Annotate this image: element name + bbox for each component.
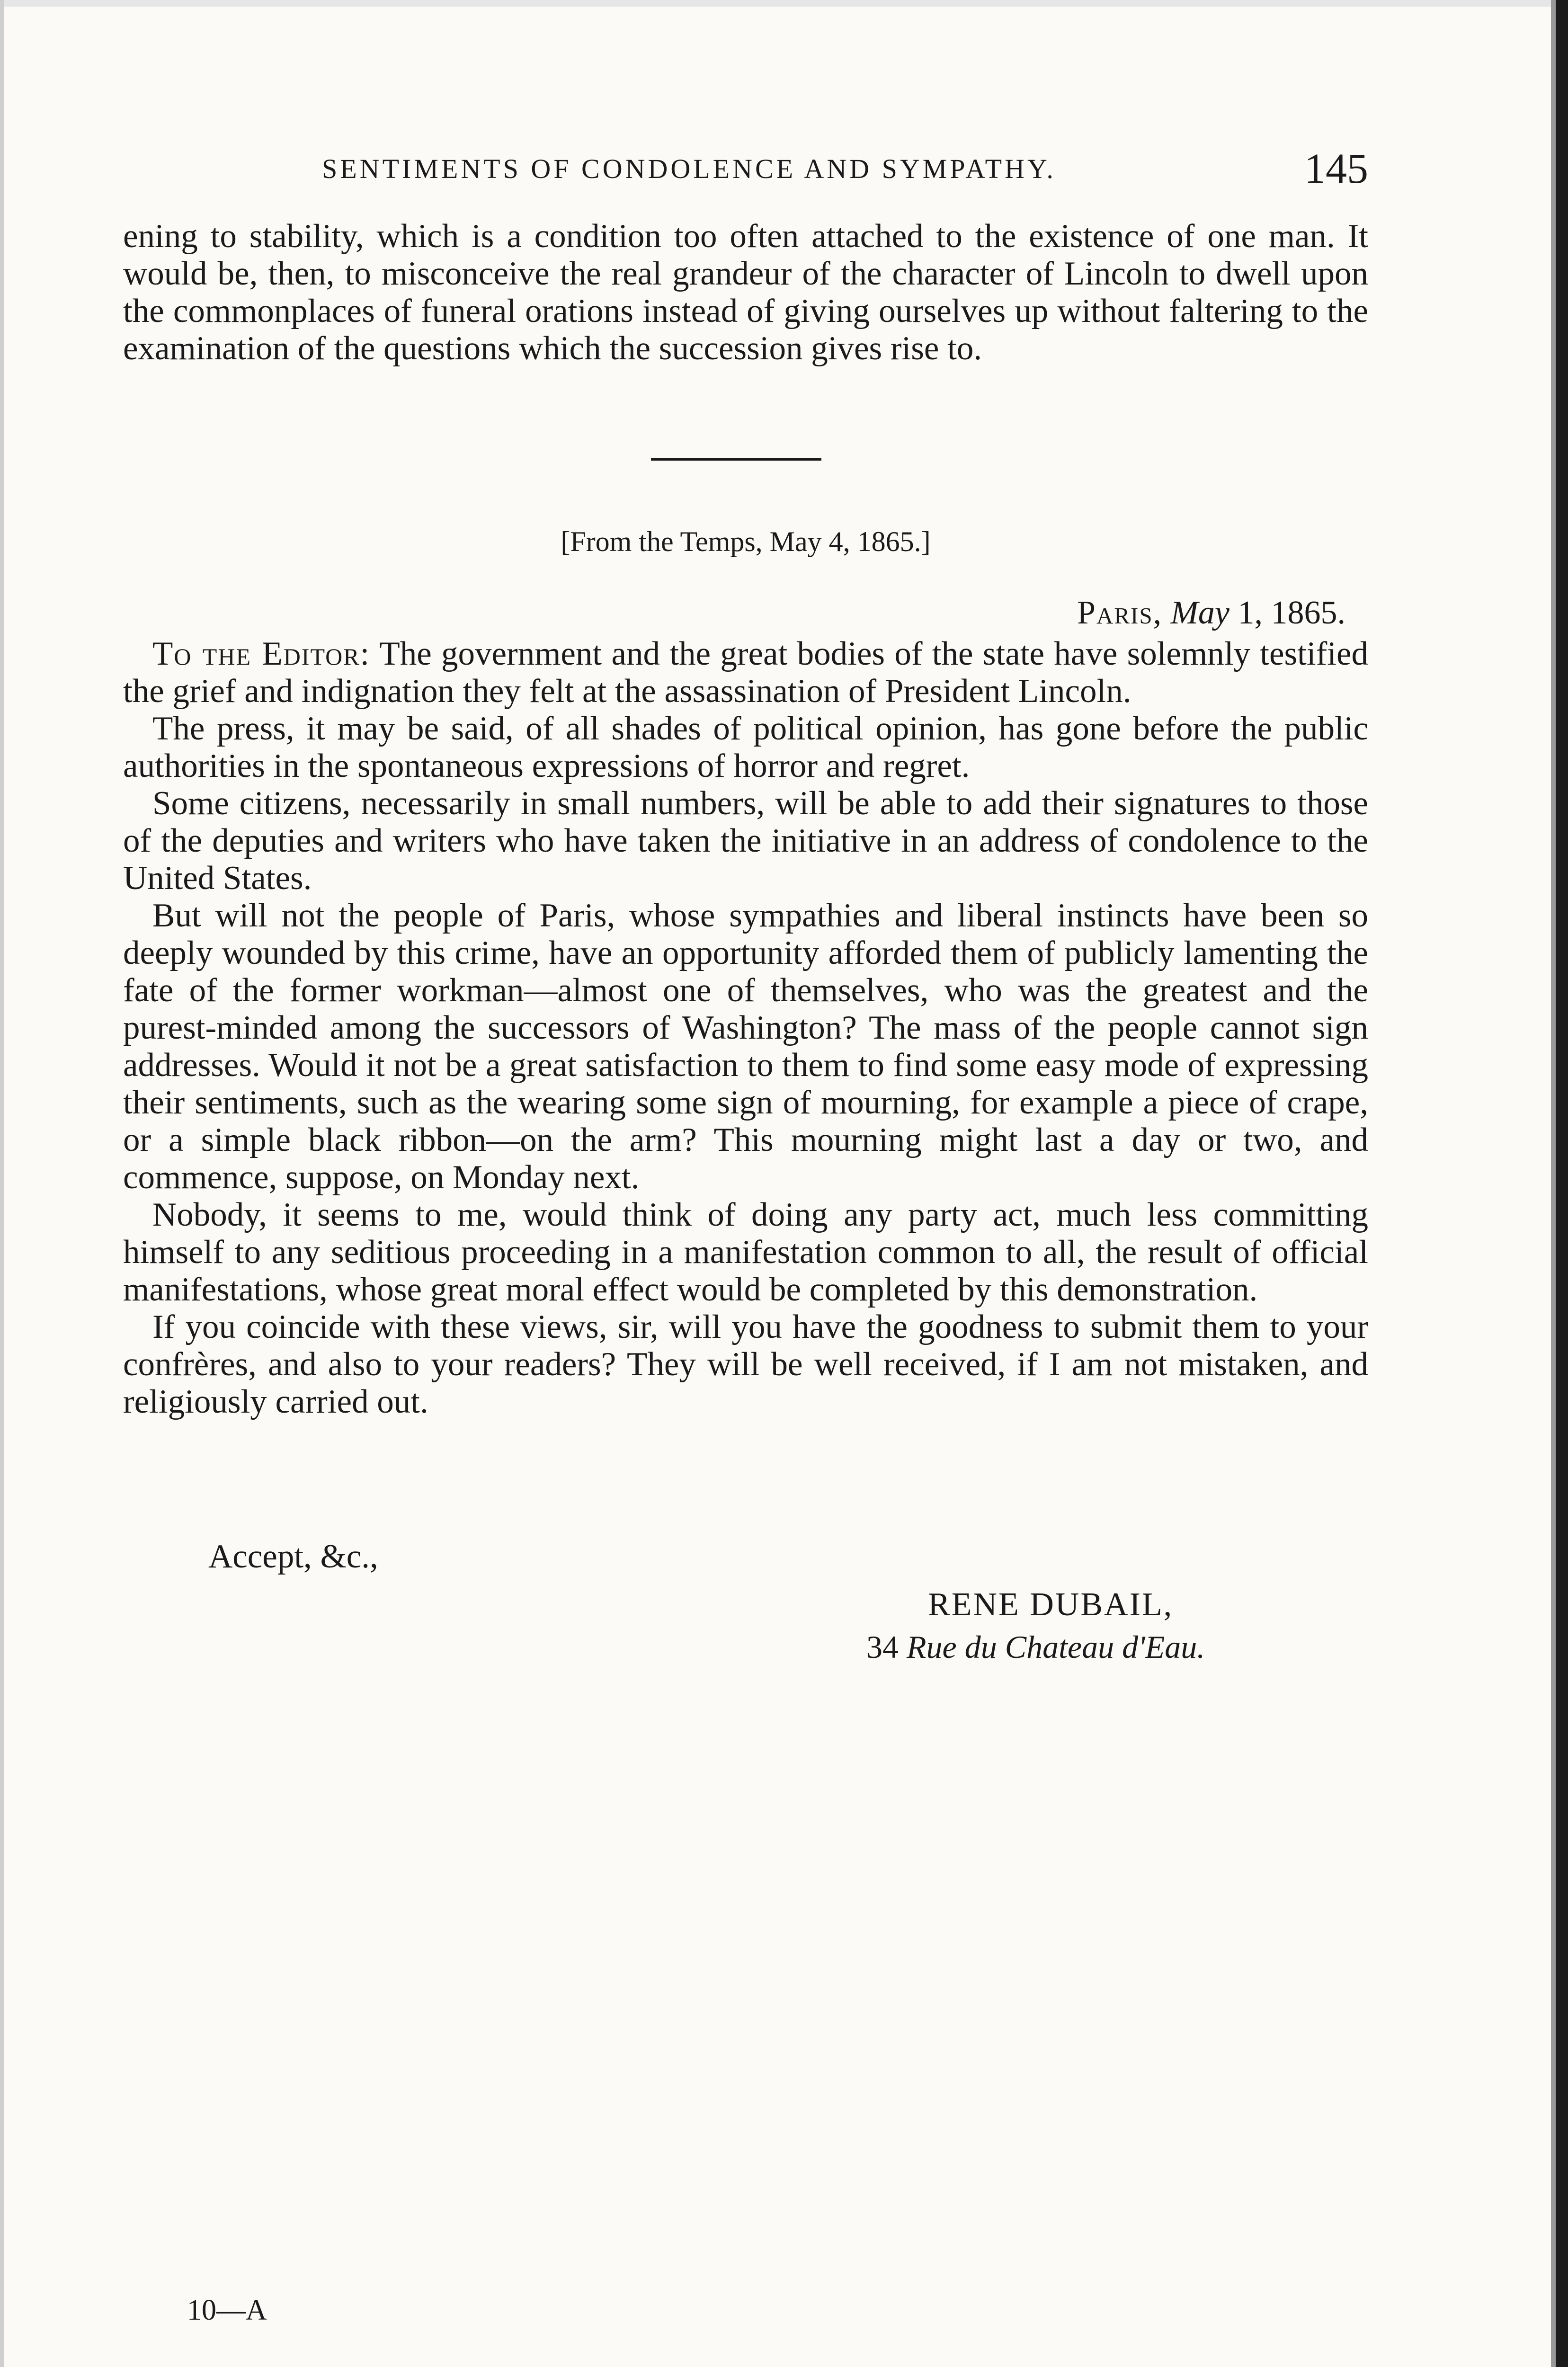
scan-edge-right xyxy=(1556,0,1568,2367)
page-number: 145 xyxy=(1304,145,1368,192)
letter-paragraph-1 xyxy=(123,635,1368,710)
letter-paragraph-6: If you coincide with these views, sir, will you have the goodness to submit them to your confrères, and also to your readers? They will be well received, if I am not mistaken, and religiously carried out. xyxy=(123,1308,1368,1420)
dateline-rest: 1, 1865. xyxy=(1238,595,1345,631)
paragraph-text: The government and the great bodies of the state have solemnly testified the grief and indignation they felt at the assassination of President Lincoln. xyxy=(123,635,1368,710)
continuation-paragraph: ening to stability, which is a condition too often attached to the existence of one man. It would be, then, to misconceive the real grandeur of the character of Lincoln to dwell upon the commonplaces of funeral orations instead of giving ourselves up without faltering to the examination of the questions which the succession gives rise to. xyxy=(123,218,1368,367)
closing: Accept, &c., xyxy=(208,1538,378,1575)
signer-name: RENE DUBAIL, xyxy=(928,1586,1174,1623)
dateline-place: Paris, xyxy=(1077,595,1163,631)
scan-edge-right-shadow xyxy=(1551,0,1556,2367)
source-line: [From the Temps, May 4, 1865.] xyxy=(561,526,931,557)
continuation-text xyxy=(123,218,1368,367)
letter-paragraph-4: But will not the people of Paris, whose sympathies and liberal instincts have been so deeply wounded by this crime, have an opportunity afforded them of publicly lamenting the fate of the former workman—almost one of themselves, who was the greatest and the purest-minded among the successors of Washington? The mass of the people cannot sign addresses. Would it not be a great satisfaction to them to find some easy mode of expressing their sentiments, such as the wearing some sign of mourning, for example a piece of crape, or a simple black ribbon—on the arm? This mourning might last a day or two, and commence, suppose, on Monday next. xyxy=(123,897,1368,1196)
dateline xyxy=(1077,594,1345,632)
letter-paragraph-5: Nobody, it seems to me, would think of doing any party act, much less committing himself to any seditious proceeding in a manifestation common to all, the result of official manifestations, whose great moral effect would be completed by this demonstration. xyxy=(123,1196,1368,1308)
salutation: To the Editor: xyxy=(152,635,371,672)
signature-mark: 10—A xyxy=(187,2294,267,2326)
scan-edge-top xyxy=(0,0,1568,7)
address-street: Rue du Chateau d'Eau. xyxy=(907,1629,1205,1665)
signer-address xyxy=(866,1628,1205,1666)
running-title: SENTIMENTS OF CONDOLENCE AND SYMPATHY. xyxy=(322,153,1056,184)
letter-paragraph-2: The press, it may be said, of all shades of political opinion, has gone before the public authorities in the spontaneous expressions of horror and regret. xyxy=(123,710,1368,784)
letter-paragraph-3: Some citizens, necessarily in small numbers, will be able to add their signatures to those of the deputies and writers who have taken the initiative in an address of condolence to the United States. xyxy=(123,785,1368,897)
section-divider xyxy=(651,458,821,461)
dateline-month: May xyxy=(1170,595,1229,631)
address-number: 34 xyxy=(866,1629,899,1665)
scan-edge-left xyxy=(0,0,4,2367)
running-head xyxy=(123,144,1368,196)
letter-body xyxy=(123,635,1368,1421)
